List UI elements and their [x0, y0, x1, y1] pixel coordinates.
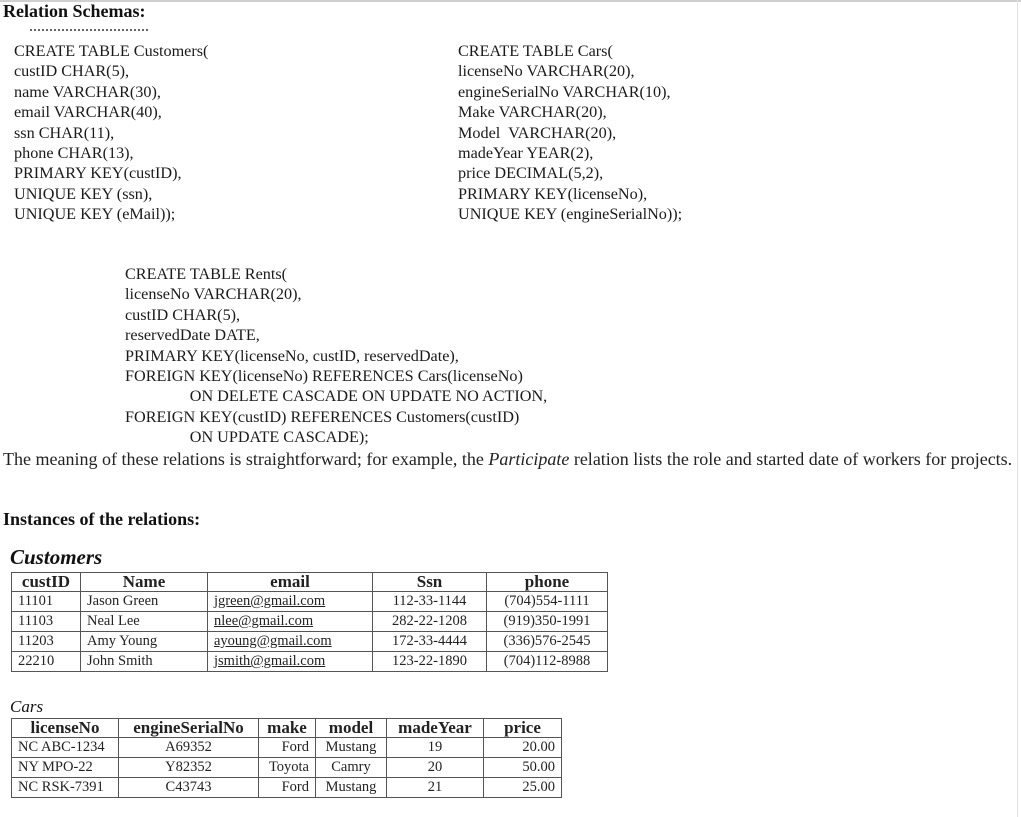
- code-line: ON UPDATE CASCADE);: [125, 428, 369, 447]
- code-line: licenseNo VARCHAR(20),: [458, 62, 635, 81]
- table-cell: Jason Green: [81, 592, 208, 612]
- table-cell: Y82352: [119, 758, 259, 778]
- code-line: custID CHAR(5),: [125, 305, 241, 324]
- column-header: Name: [81, 573, 208, 592]
- table-cell: 11103: [12, 612, 81, 632]
- column-header: licenseNo: [12, 719, 119, 738]
- column-header: price: [484, 719, 562, 738]
- table-header-row: [12, 719, 562, 738]
- table-row: [12, 592, 608, 612]
- code-line: PRIMARY KEY(licenseNo, custID, reservedDate),: [125, 346, 459, 365]
- relation-schemas-heading: Relation Schemas:: [3, 1, 146, 21]
- column-header: model: [316, 719, 387, 738]
- column-header: email: [208, 573, 373, 592]
- column-header: custID: [12, 573, 81, 592]
- table-cell: Camry: [316, 758, 387, 778]
- table-cell: 172-33-4444: [373, 632, 487, 652]
- code-line: reservedDate DATE,: [125, 326, 260, 345]
- divider-remnant: [30, 29, 148, 31]
- explanation-paragraph: [3, 448, 1013, 471]
- email-link-text[interactable]: jgreen@gmail.com: [214, 593, 326, 609]
- email-link-text[interactable]: ayoung@gmail.com: [214, 633, 332, 649]
- table-cell: 11203: [12, 632, 81, 652]
- table-cell: NC ABC-1234: [12, 738, 119, 758]
- code-line: CREATE TABLE Cars(: [458, 42, 613, 60]
- table-row: [12, 738, 562, 758]
- table-row: [12, 612, 608, 632]
- table-cell: 11101: [12, 592, 81, 612]
- code-line: name VARCHAR(30),: [14, 82, 161, 101]
- email-link-text[interactable]: jsmith@gmail.com: [214, 653, 326, 669]
- table-cell: NY MPO-22: [12, 758, 119, 778]
- table-cell: C43743: [119, 778, 259, 798]
- code-line: madeYear YEAR(2),: [458, 144, 594, 163]
- customers-table-title: Customers: [10, 545, 103, 569]
- email-link[interactable]: [208, 592, 373, 612]
- table-cell: 21: [387, 778, 484, 798]
- table-cell: Ford: [259, 778, 316, 798]
- page-right-border: [1017, 0, 1018, 817]
- column-header: make: [259, 719, 316, 738]
- code-line: PRIMARY KEY(licenseNo),: [458, 184, 648, 203]
- column-header: phone: [487, 573, 608, 592]
- paragraph-text: relation lists the role and started date of workers for projects.: [569, 449, 1013, 469]
- table-row: [12, 652, 608, 672]
- table-cell: 282-22-1208: [373, 612, 487, 632]
- code-line: UNIQUE KEY (ssn),: [14, 184, 153, 203]
- table-cell: (336)576-2545: [487, 632, 608, 652]
- code-line: CREATE TABLE Rents(: [125, 265, 288, 283]
- code-line: Make VARCHAR(20),: [458, 103, 607, 122]
- page-top-border: [0, 0, 1021, 2]
- code-line: PRIMARY KEY(custID),: [14, 164, 182, 183]
- table-row: [12, 778, 562, 798]
- paragraph-emphasis: Participate: [488, 449, 570, 469]
- cars-table-title: Cars: [10, 697, 44, 716]
- table-row: [12, 758, 562, 778]
- email-link[interactable]: [208, 612, 373, 632]
- table-cell: NC RSK-7391: [12, 778, 119, 798]
- email-link[interactable]: [208, 632, 373, 652]
- code-line: FOREIGN KEY(custID) REFERENCES Customers(custID): [125, 407, 520, 426]
- table-cell: (919)350-1991: [487, 612, 608, 632]
- table-cell: Mustang: [316, 778, 387, 798]
- table-cell: 112-33-1144: [373, 592, 487, 612]
- cars-create-statement: [458, 41, 682, 225]
- paragraph-text: The meaning of these relations is straightforward; for example, the: [3, 449, 489, 469]
- email-link-text[interactable]: nlee@gmail.com: [214, 613, 314, 629]
- column-header: engineSerialNo: [119, 719, 259, 738]
- instances-heading: Instances of the relations:: [3, 509, 201, 529]
- table-cell: 19: [387, 738, 484, 758]
- table-cell: Amy Young: [81, 632, 208, 652]
- table-cell: A69352: [119, 738, 259, 758]
- table-cell: 20.00: [484, 738, 562, 758]
- cars-table: [11, 718, 562, 798]
- code-line: price DECIMAL(5,2),: [458, 164, 604, 183]
- code-line: ssn CHAR(11),: [14, 123, 115, 142]
- code-line: engineSerialNo VARCHAR(10),: [458, 82, 671, 101]
- column-header: madeYear: [387, 719, 484, 738]
- customers-table: [11, 572, 608, 672]
- code-line: licenseNo VARCHAR(20),: [125, 285, 302, 304]
- table-cell: (704)112-8988: [487, 652, 608, 672]
- table-cell: 25.00: [484, 778, 562, 798]
- table-cell: Toyota: [259, 758, 316, 778]
- table-cell: 22210: [12, 652, 81, 672]
- column-header: Ssn: [373, 573, 487, 592]
- email-link[interactable]: [208, 652, 373, 672]
- table-cell: 50.00: [484, 758, 562, 778]
- table-header-row: [12, 573, 608, 592]
- table-cell: Neal Lee: [81, 612, 208, 632]
- code-line: phone CHAR(13),: [14, 144, 134, 163]
- code-line: CREATE TABLE Customers(: [14, 42, 209, 60]
- code-line: UNIQUE KEY (eMail));: [14, 205, 176, 224]
- code-line: custID CHAR(5),: [14, 62, 130, 81]
- table-cell: Mustang: [316, 738, 387, 758]
- code-line: UNIQUE KEY (engineSerialNo));: [458, 205, 683, 224]
- table-cell: (704)554-1111: [487, 592, 608, 612]
- code-line: FOREIGN KEY(licenseNo) REFERENCES Cars(licenseNo): [125, 367, 523, 386]
- table-cell: 20: [387, 758, 484, 778]
- code-line: email VARCHAR(40),: [14, 103, 162, 122]
- rents-create-statement: [125, 264, 547, 448]
- table-cell: Ford: [259, 738, 316, 758]
- table-cell: 123-22-1890: [373, 652, 487, 672]
- table-cell: John Smith: [81, 652, 208, 672]
- table-row: [12, 632, 608, 652]
- code-line: Model VARCHAR(20),: [458, 123, 617, 142]
- customers-create-statement: [14, 41, 208, 225]
- code-line: ON DELETE CASCADE ON UPDATE NO ACTION,: [125, 387, 548, 406]
